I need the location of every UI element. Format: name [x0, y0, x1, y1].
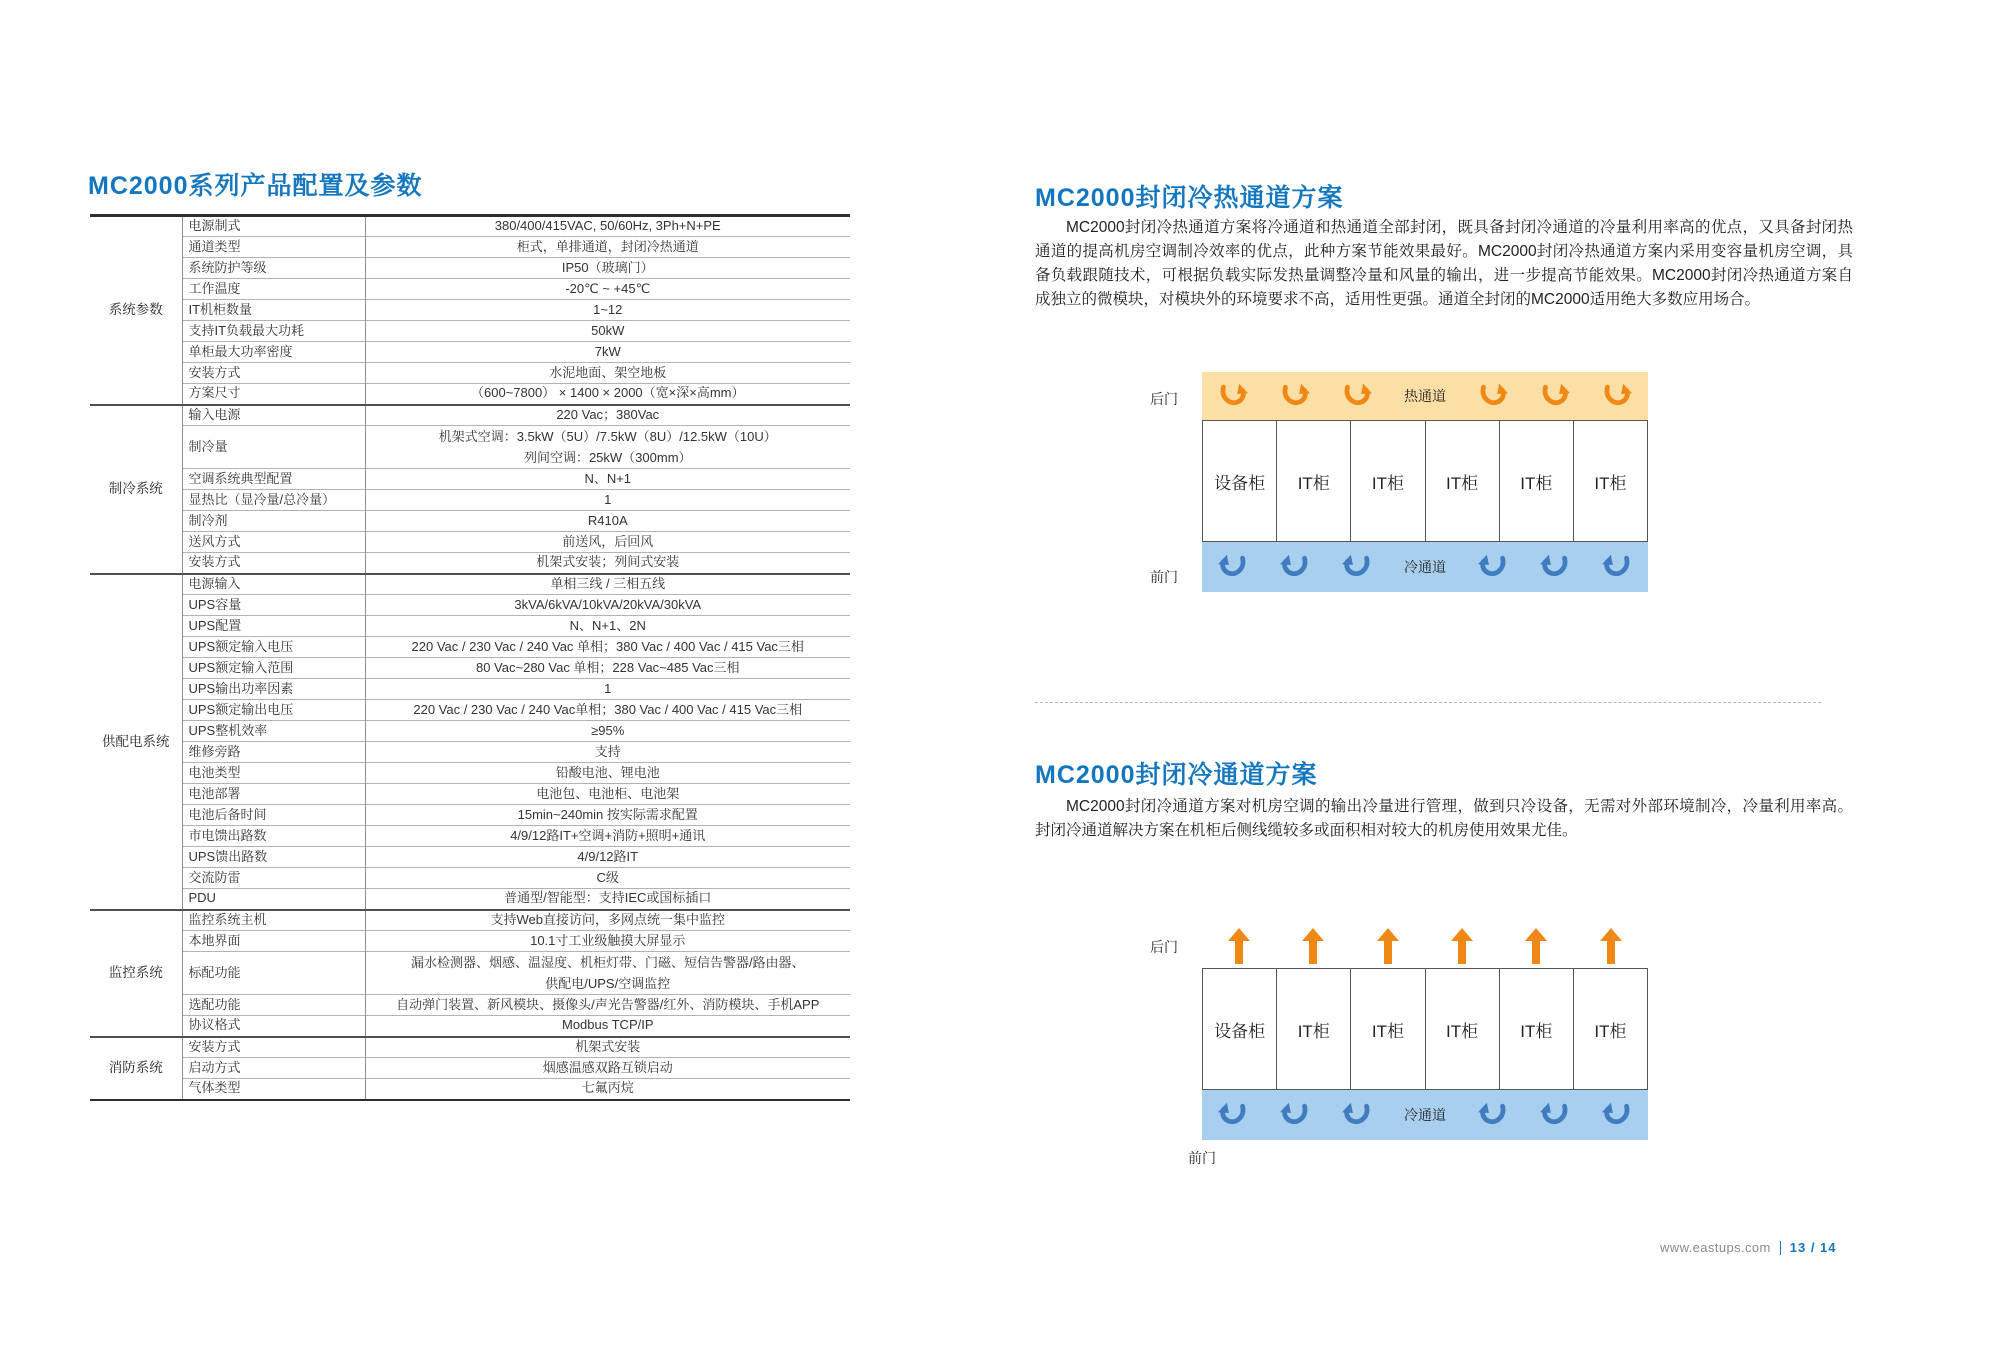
spec-value: 机架式安装	[365, 1037, 850, 1058]
spec-value	[365, 426, 850, 469]
spec-label: UPS输出功率因素	[182, 679, 365, 700]
spec-value: -20℃ ~ +45℃	[365, 279, 850, 300]
spec-label: 空调系统典型配置	[182, 469, 365, 490]
table-row	[90, 784, 850, 805]
spec-value: 单相三线 / 三相五线	[365, 574, 850, 595]
up-arrow-icon	[1600, 926, 1622, 966]
table-row	[90, 237, 850, 258]
page-footer	[1660, 1240, 1837, 1255]
table-row	[90, 553, 850, 574]
spec-label: 协议格式	[182, 1016, 365, 1037]
spec-value: （600~7800） × 1400 × 2000（宽×深×高mm）	[365, 384, 850, 405]
cabinet-cell: 设备柜	[1214, 1021, 1266, 1041]
hot-exhaust-arrow-row	[1202, 922, 1648, 966]
spec-value: 自动弹门装置、新风模块、摄像头/声光告警器/红外、消防模块、手机APP	[365, 995, 850, 1016]
spec-value: C级	[365, 868, 850, 889]
spec-label: 启动方式	[182, 1058, 365, 1079]
spec-value: 铅酸电池、锂电池	[365, 763, 850, 784]
table-row	[90, 595, 850, 616]
section-paragraph-hot-cold: MC2000封闭冷热通道方案将冷通道和热通道全部封闭，既具备封闭冷通道的冷量利用率高的优点，又具备封闭热通道的提高机房空调制冷效率的优点，此种方案节能效果最好。MC2000封闭冷热通道方案内采用变容量机房空调，具备负载跟随技术，可根据负载实际发热量调整冷量和风量的输出，进一步提高节能效果。MC2000封闭冷热通道方案自成独立的微模块，对模块外的环境要求不高，适用性更强。通道全封闭的MC2000适用绝大多数应用场合。	[1035, 219, 1853, 308]
spec-value: ≥95%	[365, 721, 850, 742]
cold-aisle-label: 冷通道	[1404, 559, 1446, 575]
spec-label: 输入电源	[182, 405, 365, 426]
table-row	[90, 616, 850, 637]
cold-airflow-icon	[1478, 1101, 1508, 1129]
table-row	[90, 300, 850, 321]
table-row	[90, 574, 850, 595]
table-row	[90, 1058, 850, 1079]
spec-label: 制冷量	[182, 426, 365, 469]
spec-label: 气体类型	[182, 1079, 365, 1100]
spec-value-line: 列间空调：25kW（300mm）	[523, 450, 692, 465]
page-title-left: MC2000系列产品配置及参数	[88, 172, 423, 200]
front-door-label: 前门	[1188, 1150, 1216, 1166]
spec-value: N、N+1、2N	[365, 616, 850, 637]
hot-airflow-icon	[1478, 382, 1508, 410]
table-row	[90, 742, 850, 763]
cabinet-cell: IT柜	[1425, 421, 1499, 541]
cabinet-cell: IT柜	[1499, 421, 1573, 541]
table-row	[90, 490, 850, 511]
spec-value: Modbus TCP/IP	[365, 1016, 850, 1037]
spec-value: 1	[365, 490, 850, 511]
spec-label: UPS配置	[182, 616, 365, 637]
table-row	[90, 469, 850, 490]
cold-airflow-icon	[1280, 553, 1310, 581]
cold-airflow-icon	[1540, 1101, 1570, 1129]
spec-value: 普通型/智能型：支持IEC或国标插口	[365, 889, 850, 910]
cold-aisle-diagram	[1150, 922, 1648, 1166]
spec-value-line: 机架式空调：3.5kW（5U）/7.5kW（8U）/12.5kW（10U）	[438, 429, 777, 444]
spec-value: 80 Vac~280 Vac 单相；228 Vac~485 Vac三相	[365, 658, 850, 679]
cold-airflow-icon	[1342, 1101, 1372, 1129]
spec-label: 市电馈出路数	[182, 826, 365, 847]
hot-airflow-icon	[1280, 382, 1310, 410]
spec-value: 50kW	[365, 321, 850, 342]
cold-airflow-icon	[1280, 1101, 1310, 1129]
spec-value-line: 供配电/UPS/空调监控	[545, 976, 671, 991]
hot-airflow-icon	[1218, 382, 1248, 410]
spec-label: 方案尺寸	[182, 384, 365, 405]
spec-value: 220 Vac / 230 Vac / 240 Vac 单相；380 Vac / 400 Vac / 415 Vac三相	[365, 637, 850, 658]
spec-value: 支持	[365, 742, 850, 763]
spec-value: 支持Web直接访问，多网点统一集中监控	[365, 910, 850, 931]
table-row	[90, 805, 850, 826]
spec-label: UPS额定输入电压	[182, 637, 365, 658]
spec-value: 水泥地面、架空地板	[365, 363, 850, 384]
section-category: 系统参数	[90, 216, 182, 405]
rear-door-label: 后门	[1150, 939, 1178, 955]
spec-label: 工作温度	[182, 279, 365, 300]
table-row	[90, 258, 850, 279]
table-row	[90, 342, 850, 363]
cabinet-row	[1202, 420, 1648, 542]
table-row	[90, 1016, 850, 1037]
footer-url: www.eastups.com	[1660, 1240, 1771, 1255]
spec-label: UPS额定输入范围	[182, 658, 365, 679]
table-row	[90, 721, 850, 742]
table-row	[90, 532, 850, 553]
spec-label: PDU	[182, 889, 365, 910]
spec-value: 4/9/12路IT+空调+消防+照明+通讯	[365, 826, 850, 847]
footer-divider	[1780, 1241, 1781, 1255]
cold-airflow-icon	[1602, 553, 1632, 581]
table-row	[90, 679, 850, 700]
section-title-hot-cold: MC2000封闭冷热通道方案	[1035, 184, 1344, 212]
cabinet-cell: IT柜	[1573, 421, 1647, 541]
spec-label: 通道类型	[182, 237, 365, 258]
cold-airflow-icon	[1540, 553, 1570, 581]
spec-value: IP50（玻璃门）	[365, 258, 850, 279]
section-paragraph-cold-only: MC2000封闭冷通道方案对机房空调的输出冷量进行管理，做到只冷设备，无需对外部环境制冷，冷量利用率高。封闭冷通道解决方案在机柜后侧线缆较多或面积相对较大的机房使用效果尤佳。	[1035, 798, 1853, 839]
table-row	[90, 868, 850, 889]
product-spec-table	[90, 214, 850, 1101]
spec-label: 电池类型	[182, 763, 365, 784]
cabinet-cell: IT柜	[1425, 969, 1499, 1089]
table-row	[90, 384, 850, 405]
table-row	[90, 279, 850, 300]
cold-airflow-icon	[1342, 553, 1372, 581]
section-category: 消防系统	[90, 1037, 182, 1100]
spec-label: 电源输入	[182, 574, 365, 595]
spec-value: 3kVA/6kVA/10kVA/20kVA/30kVA	[365, 595, 850, 616]
table-row	[90, 426, 850, 469]
table-row	[90, 511, 850, 532]
up-arrow-icon	[1525, 926, 1547, 966]
table-row	[90, 763, 850, 784]
up-arrow-icon	[1228, 926, 1250, 966]
section-title-cold-only: MC2000封闭冷通道方案	[1035, 761, 1318, 789]
table-row	[90, 658, 850, 679]
hot-cold-aisle-diagram	[1150, 372, 1648, 592]
front-door-label: 前门	[1150, 569, 1178, 585]
spec-label: UPS馈出路数	[182, 847, 365, 868]
table-row	[90, 216, 850, 237]
spec-value: 柜式，单排通道，封闭冷热通道	[365, 237, 850, 258]
hot-airflow-icon	[1602, 382, 1632, 410]
spec-label: 电池后备时间	[182, 805, 365, 826]
table-row	[90, 952, 850, 995]
section-category: 供配电系统	[90, 574, 182, 910]
section-category: 监控系统	[90, 910, 182, 1037]
cold-airflow-icon	[1218, 1101, 1248, 1129]
spec-label: 系统防护等级	[182, 258, 365, 279]
table-row	[90, 931, 850, 952]
spec-label: 制冷剂	[182, 511, 365, 532]
spec-label: 选配功能	[182, 995, 365, 1016]
spec-value: 1	[365, 679, 850, 700]
rear-door-label: 后门	[1150, 391, 1178, 407]
table-row	[90, 405, 850, 426]
cold-aisle-label: 冷通道	[1404, 1107, 1446, 1123]
table-row	[90, 637, 850, 658]
table-row	[90, 847, 850, 868]
table-row	[90, 363, 850, 384]
cold-aisle-band	[1202, 1090, 1648, 1140]
section-category: 制冷系统	[90, 405, 182, 574]
footer-page-number: 13 / 14	[1789, 1240, 1837, 1255]
spec-label: 显热比（显冷量/总冷量）	[182, 490, 365, 511]
table-row	[90, 321, 850, 342]
spec-value: 前送风，后回风	[365, 532, 850, 553]
spec-value: 4/9/12路IT	[365, 847, 850, 868]
table-row	[90, 995, 850, 1016]
spec-value: 220 Vac；380Vac	[365, 405, 850, 426]
spec-label: 单柜最大功率密度	[182, 342, 365, 363]
spec-label: 安装方式	[182, 1037, 365, 1058]
table-row	[90, 910, 850, 931]
cabinet-cell: IT柜	[1350, 421, 1424, 541]
spec-value	[365, 952, 850, 995]
spec-label: 标配功能	[182, 952, 365, 995]
table-row	[90, 1037, 850, 1058]
table-row	[90, 889, 850, 910]
spec-label: 电池部署	[182, 784, 365, 805]
up-arrow-icon	[1377, 926, 1399, 966]
spec-value: 380/400/415VAC, 50/60Hz, 3Ph+N+PE	[494, 218, 721, 234]
cold-airflow-icon	[1218, 553, 1248, 581]
spec-label: IT机柜数量	[182, 300, 365, 321]
spec-label: 维修旁路	[182, 742, 365, 763]
spec-label: 支持IT负载最大功耗	[182, 321, 365, 342]
table-row	[90, 1079, 850, 1100]
table-row	[90, 826, 850, 847]
spec-value: 机架式安装；列间式安装	[365, 553, 850, 574]
table-row	[90, 700, 850, 721]
cabinet-cell: IT柜	[1573, 969, 1647, 1089]
cabinet-row	[1202, 968, 1648, 1090]
cabinet-cell: IT柜	[1276, 421, 1350, 541]
spec-label: 本地界面	[182, 931, 365, 952]
section-divider	[1035, 702, 1821, 703]
spec-label: 监控系统主机	[182, 910, 365, 931]
cold-airflow-icon	[1478, 553, 1508, 581]
spec-value: N、N+1	[365, 469, 850, 490]
hot-aisle-band	[1202, 372, 1648, 420]
cabinet-cell: IT柜	[1276, 969, 1350, 1089]
spec-value: 七氟丙烷	[365, 1079, 850, 1100]
spec-value: 220 Vac / 230 Vac / 240 Vac单相；380 Vac / 400 Vac / 415 Vac三相	[365, 700, 850, 721]
hot-aisle-label: 热通道	[1404, 388, 1446, 404]
spec-value: R410A	[365, 511, 850, 532]
spec-label: UPS额定输出电压	[182, 700, 365, 721]
spec-value-line: 漏水检测器、烟感、温湿度、机柜灯带、门磁、短信告警器/路由器、	[410, 955, 805, 970]
hot-airflow-icon	[1342, 382, 1372, 410]
spec-value: 10.1寸工业级触摸大屏显示	[365, 931, 850, 952]
hot-airflow-icon	[1540, 382, 1570, 410]
spec-label: 电源制式	[182, 216, 365, 237]
cabinet-cell: 设备柜	[1214, 473, 1266, 493]
cabinet-cell: IT柜	[1499, 969, 1573, 1089]
spec-value: 15min~240min 按实际需求配置	[365, 805, 850, 826]
spec-value: 1~12	[365, 300, 850, 321]
spec-label: UPS整机效率	[182, 721, 365, 742]
spec-label: 安装方式	[182, 363, 365, 384]
cold-aisle-band	[1202, 542, 1648, 592]
cold-airflow-icon	[1602, 1101, 1632, 1129]
spec-value: 烟感温感双路互锁启动	[365, 1058, 850, 1079]
spec-value: 7kW	[365, 342, 850, 363]
spec-label: 交流防雷	[182, 868, 365, 889]
spec-label: UPS容量	[182, 595, 365, 616]
spec-label: 安装方式	[182, 553, 365, 574]
cabinet-cell: IT柜	[1350, 969, 1424, 1089]
up-arrow-icon	[1302, 926, 1324, 966]
spec-label: 送风方式	[182, 532, 365, 553]
spec-value: 电池包、电池柜、电池架	[365, 784, 850, 805]
up-arrow-icon	[1451, 926, 1473, 966]
